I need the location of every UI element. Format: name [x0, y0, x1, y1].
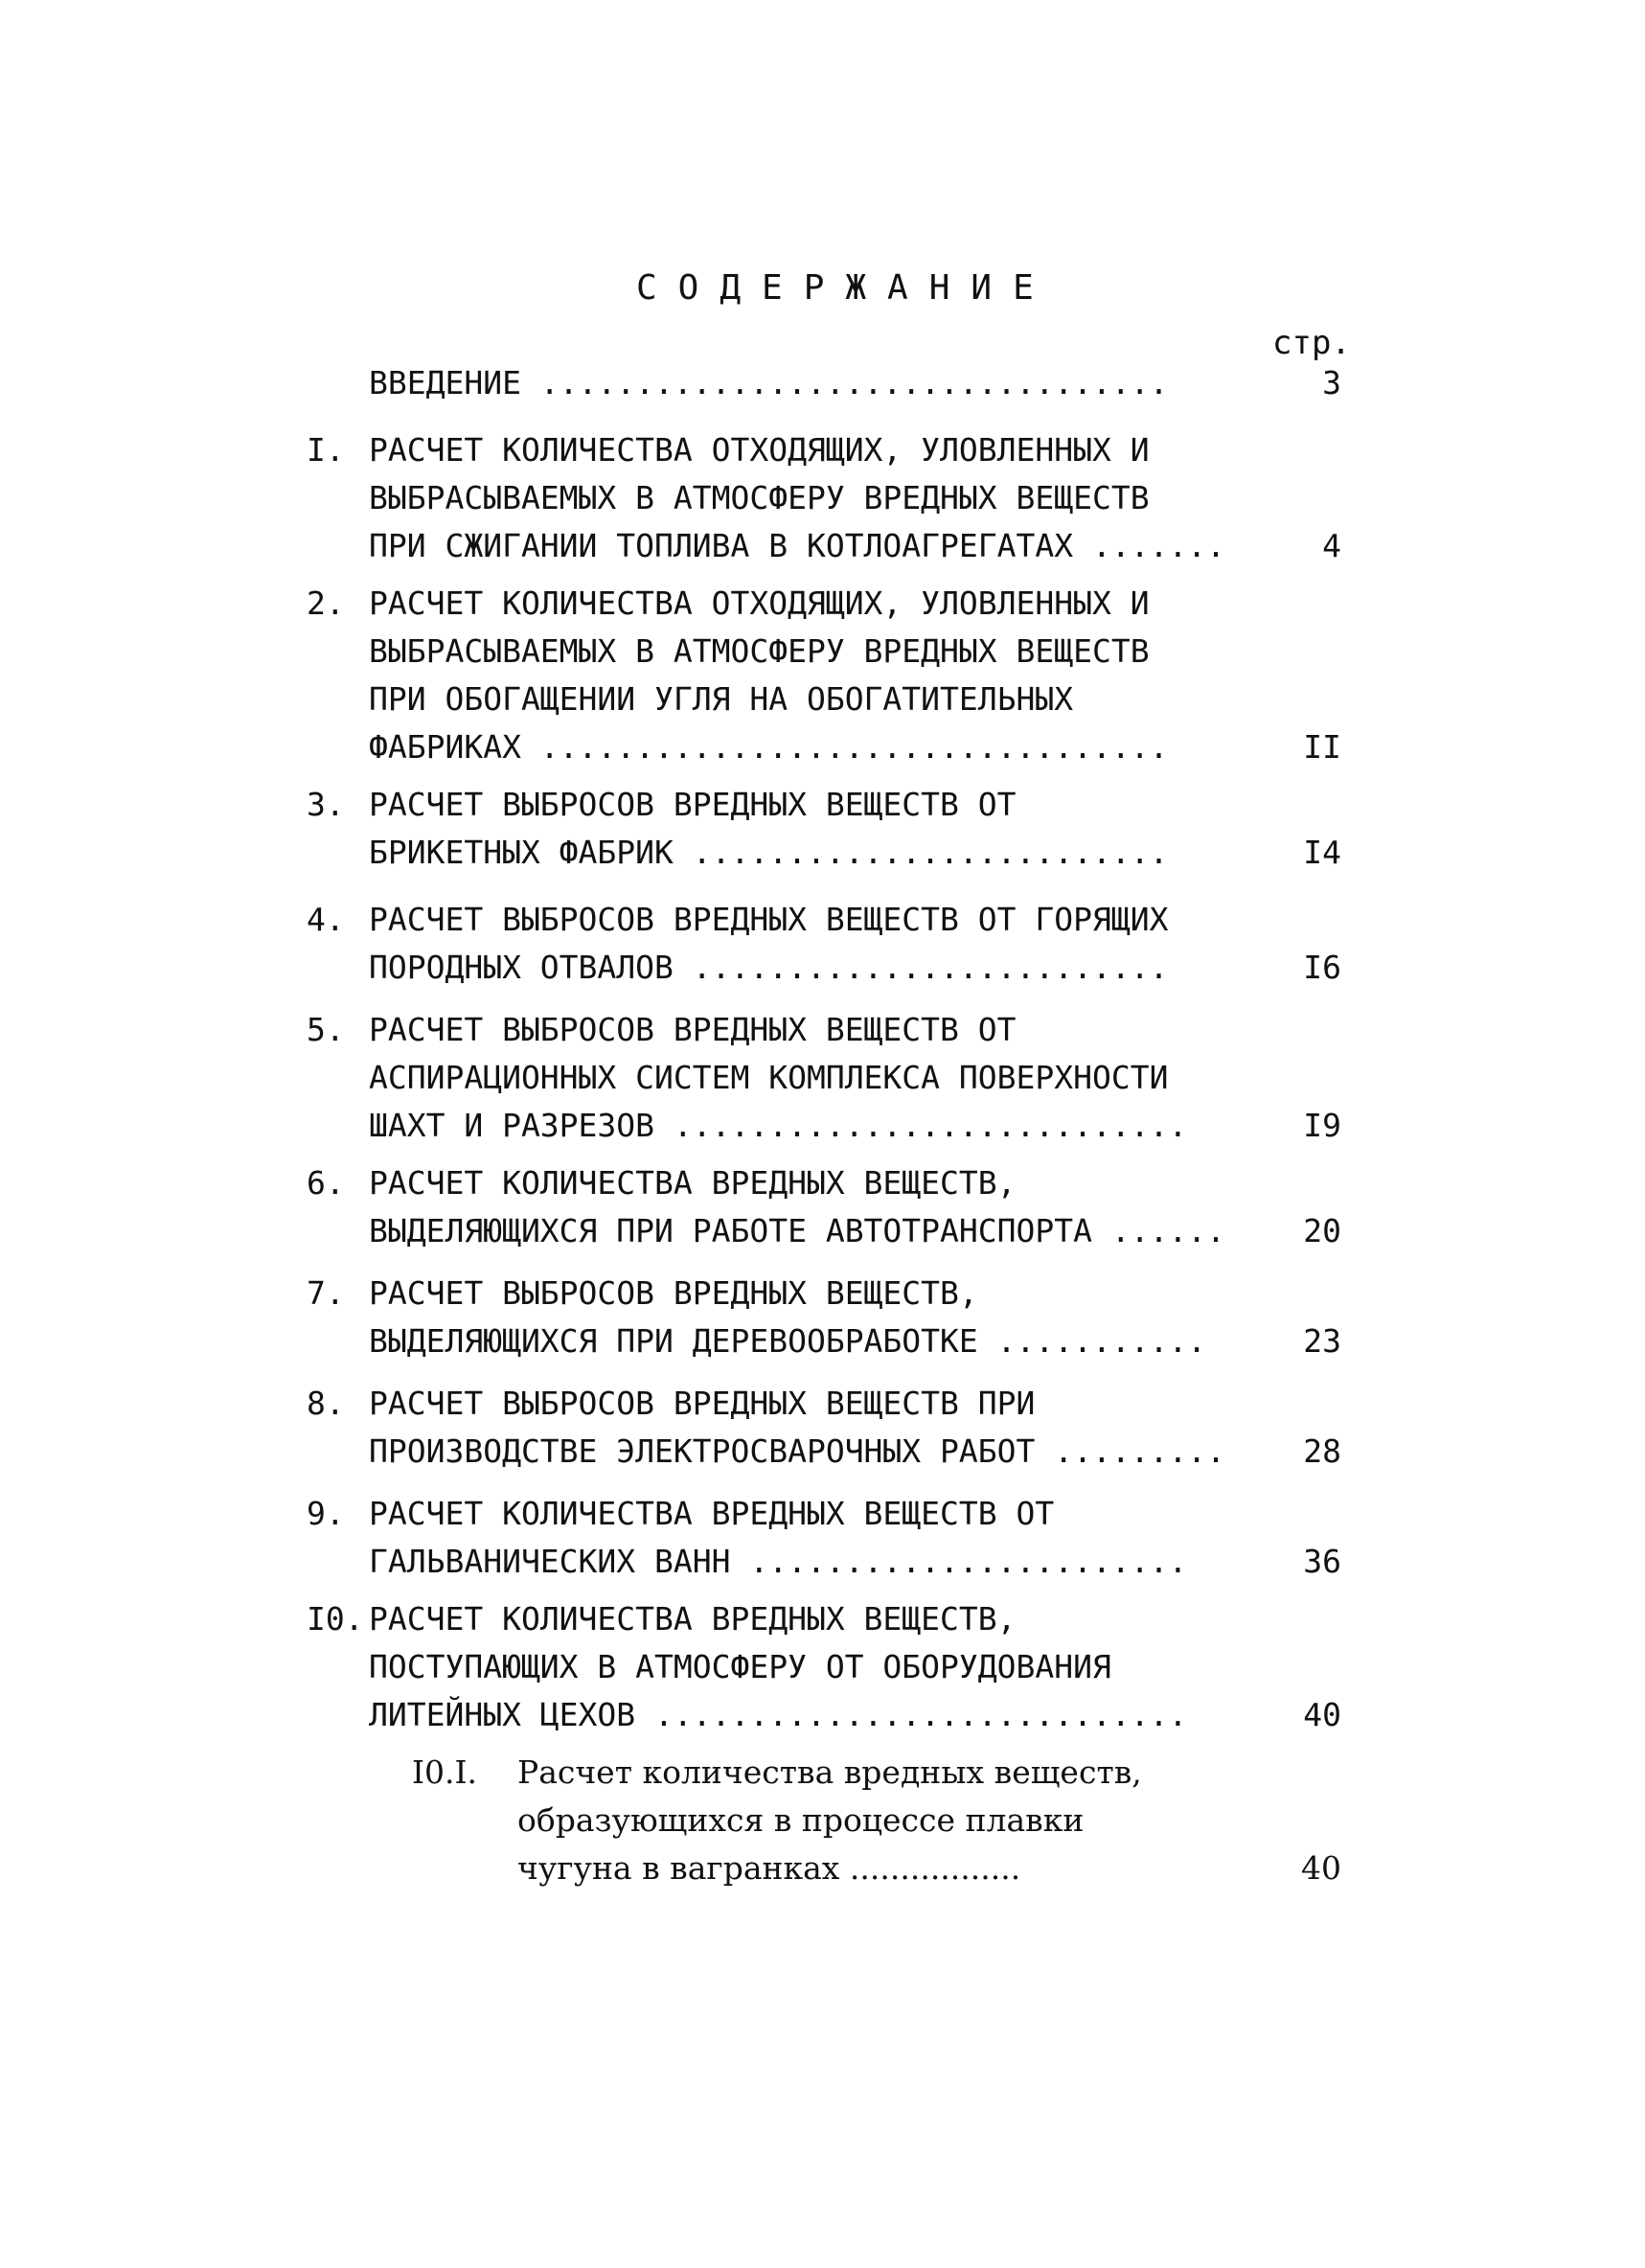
toc-entry-number: 4.: [307, 901, 345, 938]
toc-entry-5[interactable]: [307, 1006, 1341, 1150]
toc-entry-number: 3.: [307, 786, 345, 823]
toc-entry-line: Расчет количества вредных веществ,: [517, 1753, 1142, 1791]
toc-entry-number: I.: [307, 431, 345, 469]
toc-entry-number: 6.: [307, 1164, 345, 1202]
toc-entry-page: I4: [1303, 834, 1341, 871]
toc-entry-line: ВВЕДЕНИЕ .................................: [369, 364, 1169, 401]
toc-entry-number: 2.: [307, 584, 345, 622]
toc-entry-line: ЛИТЕЙНЫХ ЦЕХОВ ............................: [369, 1696, 1188, 1733]
toc-entry-page: 20: [1303, 1212, 1341, 1249]
toc-entry-9[interactable]: [307, 1490, 1341, 1586]
toc-entry-line: чугуна в вагранках .................: [517, 1849, 1021, 1887]
toc-entry-line: ВЫДЕЛЯЮЩИХСЯ ПРИ ДЕРЕВООБРАБОТКЕ ...........: [369, 1322, 1207, 1360]
toc-entry-7[interactable]: [307, 1270, 1341, 1365]
toc-entry-page: I9: [1303, 1107, 1341, 1144]
toc-entry-page: 40: [1303, 1696, 1341, 1733]
toc-entry-1[interactable]: [307, 426, 1341, 570]
toc-entry-number: 5.: [307, 1011, 345, 1048]
toc-entry-line: ПОСТУПАЮЩИХ В АТМОСФЕРУ ОТ ОБОРУДОВАНИЯ: [369, 1648, 1111, 1685]
toc-entry-line: РАСЧЕТ КОЛИЧЕСТВА ОТХОДЯЩИХ, УЛОВЛЕННЫХ И: [369, 584, 1150, 622]
toc-entry-line: образующихся в процессе плавки: [517, 1801, 1085, 1839]
toc-entry-line: РАСЧЕТ КОЛИЧЕСТВА ВРЕДНЫХ ВЕЩЕСТВ,: [369, 1164, 1017, 1202]
toc-entry-number: I0.I.: [412, 1753, 478, 1791]
toc-entry-line: ВЫДЕЛЯЮЩИХСЯ ПРИ РАБОТЕ АВТОТРАНСПОРТА ......: [369, 1212, 1226, 1249]
toc-entry-line: РАСЧЕТ КОЛИЧЕСТВА ВРЕДНЫХ ВЕЩЕСТВ ОТ: [369, 1495, 1055, 1532]
toc-entry-page: 3: [1322, 364, 1341, 401]
toc-entry-line: РАСЧЕТ ВЫБРОСОВ ВРЕДНЫХ ВЕЩЕСТВ,: [369, 1274, 978, 1312]
toc-entry-page: 36: [1303, 1543, 1341, 1580]
toc-entry-number: 9.: [307, 1495, 345, 1532]
toc-entry-line: АСПИРАЦИОННЫХ СИСТЕМ КОМПЛЕКСА ПОВЕРХНОСТИ: [369, 1059, 1169, 1096]
toc-entry-line: РАСЧЕТ ВЫБРОСОВ ВРЕДНЫХ ВЕЩЕСТВ ОТ: [369, 786, 1017, 823]
toc-entry-line: ПРИ ОБОГАЩЕНИИ УГЛЯ НА ОБОГАТИТЕЛЬНЫХ: [369, 680, 1074, 718]
toc-entry-number: I0.: [307, 1600, 364, 1638]
toc-entry-line: ПРОИЗВОДСТВЕ ЭЛЕКТРОСВАРОЧНЫХ РАБОТ .........: [369, 1432, 1226, 1470]
toc-entry-2[interactable]: [307, 580, 1341, 771]
toc-entry-line: БРИКЕТНЫХ ФАБРИК .........................: [369, 834, 1169, 871]
toc-subentry-10-1[interactable]: [412, 1749, 1341, 1892]
toc-entry-page: 4: [1322, 527, 1341, 564]
toc-entry-3[interactable]: [307, 781, 1341, 877]
document-title: СОДЕРЖАНИЕ: [636, 268, 1055, 308]
toc-entry-line: РАСЧЕТ КОЛИЧЕСТВА ВРЕДНЫХ ВЕЩЕСТВ,: [369, 1600, 1017, 1638]
toc-entry-number: 7.: [307, 1274, 345, 1312]
toc-entry-line: РАСЧЕТ ВЫБРОСОВ ВРЕДНЫХ ВЕЩЕСТВ ОТ ГОРЯЩИХ: [369, 901, 1169, 938]
toc-entry-introduction[interactable]: [307, 359, 1341, 407]
toc-entry-page: I6: [1303, 949, 1341, 986]
toc-entry-line: ШАХТ И РАЗРЕЗОВ ...........................: [369, 1107, 1188, 1144]
toc-entry-line: РАСЧЕТ ВЫБРОСОВ ВРЕДНЫХ ВЕЩЕСТВ ПРИ: [369, 1385, 1036, 1422]
toc-entry-page: II: [1303, 728, 1341, 766]
toc-entry-page: 40: [1301, 1849, 1341, 1887]
toc-entry-10[interactable]: [307, 1595, 1341, 1739]
toc-entry-line: РАСЧЕТ КОЛИЧЕСТВА ОТХОДЯЩИХ, УЛОВЛЕННЫХ И: [369, 431, 1150, 469]
toc-entry-line: ПРИ СЖИГАНИИ ТОПЛИВА В КОТЛОАГРЕГАТАХ .......: [369, 527, 1226, 564]
toc-entry-line: РАСЧЕТ ВЫБРОСОВ ВРЕДНЫХ ВЕЩЕСТВ ОТ: [369, 1011, 1017, 1048]
toc-entry-page: 23: [1303, 1322, 1341, 1360]
toc-entry-line: ВЫБРАСЫВАЕМЫХ В АТМОСФЕРУ ВРЕДНЫХ ВЕЩЕСТВ: [369, 479, 1150, 516]
toc-entry-4[interactable]: [307, 896, 1341, 992]
toc-entry-line: ПОРОДНЫХ ОТВАЛОВ .........................: [369, 949, 1169, 986]
toc-entry-line: ФАБРИКАХ .................................: [369, 728, 1169, 766]
toc-entry-line: ГАЛЬВАНИЧЕСКИХ ВАНН .......................: [369, 1543, 1188, 1580]
toc-entry-6[interactable]: [307, 1159, 1341, 1255]
toc-entry-8[interactable]: [307, 1380, 1341, 1476]
page-column-label: стр.: [1272, 324, 1351, 362]
toc-entry-page: 28: [1303, 1432, 1341, 1470]
toc-entry-number: 8.: [307, 1385, 345, 1422]
toc-entry-line: ВЫБРАСЫВАЕМЫХ В АТМОСФЕРУ ВРЕДНЫХ ВЕЩЕСТВ: [369, 632, 1150, 670]
